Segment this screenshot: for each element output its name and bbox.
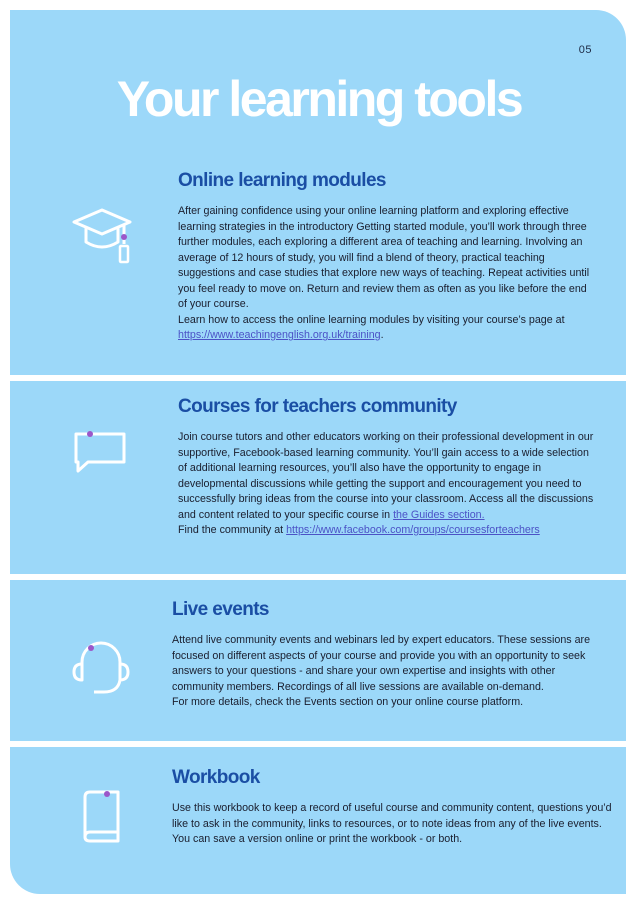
guides-section-link[interactable]: the Guides section. <box>393 508 485 521</box>
section-paragraph: After gaining confidence using your online learning platform and exploring effective learning strategies in the introductory Getting started module, you’ll work through three further modules, each exploring a different area of teaching and learning. Involving an average of 12 hours of study, you will find a blend of theory, practical teaching suggestions and case studies that explore new ways of teaching. Repeat activities until you feel ready to move on. Return and review them as often as you like before the end of your course. <box>178 205 590 310</box>
chat-bubble-icon <box>72 430 128 474</box>
paragraph-text: Learn how to access the online learning modules by visiting your course’s page at <box>178 313 565 326</box>
paragraph-text: . <box>380 329 384 341</box>
section-paragraph <box>178 313 596 344</box>
graduation-cap-icon <box>70 206 134 268</box>
section-body-live-events <box>172 633 596 711</box>
section-heading-live-events: Live events <box>172 599 269 620</box>
section-body-online-learning <box>178 204 596 344</box>
section-paragraph <box>178 430 596 523</box>
book-icon <box>80 788 124 844</box>
teachingenglish-link[interactable]: https://www.teachingenglish.org.uk/training <box>178 329 381 341</box>
section-heading-community: Courses for teachers community <box>178 396 457 417</box>
paragraph-text: Find the community at <box>178 524 287 536</box>
section-body-community <box>178 430 596 539</box>
section-paragraph: Attend live community events and webinars led by expert educators. These sessions are focused on different aspects of your course and provide you with an opportunity to seek answers to your questions - and share your own expertise and insights with other community members. Recordings of all live sessions are available on-demand. <box>172 634 591 693</box>
section-body-workbook <box>172 801 612 848</box>
headset-icon <box>70 640 132 696</box>
page-number: 05 <box>578 44 592 56</box>
section-heading-online-learning: Online learning modules <box>178 170 386 191</box>
facebook-community-link[interactable]: https://www.facebook.com/groups/coursesforteachers <box>286 524 540 536</box>
section-paragraph <box>178 523 596 539</box>
section-paragraph: For more details, check the Events section on your online course platform. <box>172 696 524 708</box>
page-title: Your learning tools <box>116 71 522 127</box>
section-heading-workbook: Workbook <box>172 767 260 788</box>
paragraph-text: Join course tutors and other educators working on their professional development in our supportive, Facebook-based learning community. You’ll gain access to a wide selection of additional learning resources, you’ll also have the opportunity to engage in developmental discussions while getting the support and encouragement you need to successfully bring ideas from the course into your classroom. Access all the discussions and content related to your specific course in <box>178 431 594 521</box>
section-paragraph: Use this workbook to keep a record of useful course and community content, questions you’d like to ask in the community, links to resources, or to note ideas from any of the live events. You can save a version online or print the workbook - or both. <box>172 802 612 845</box>
